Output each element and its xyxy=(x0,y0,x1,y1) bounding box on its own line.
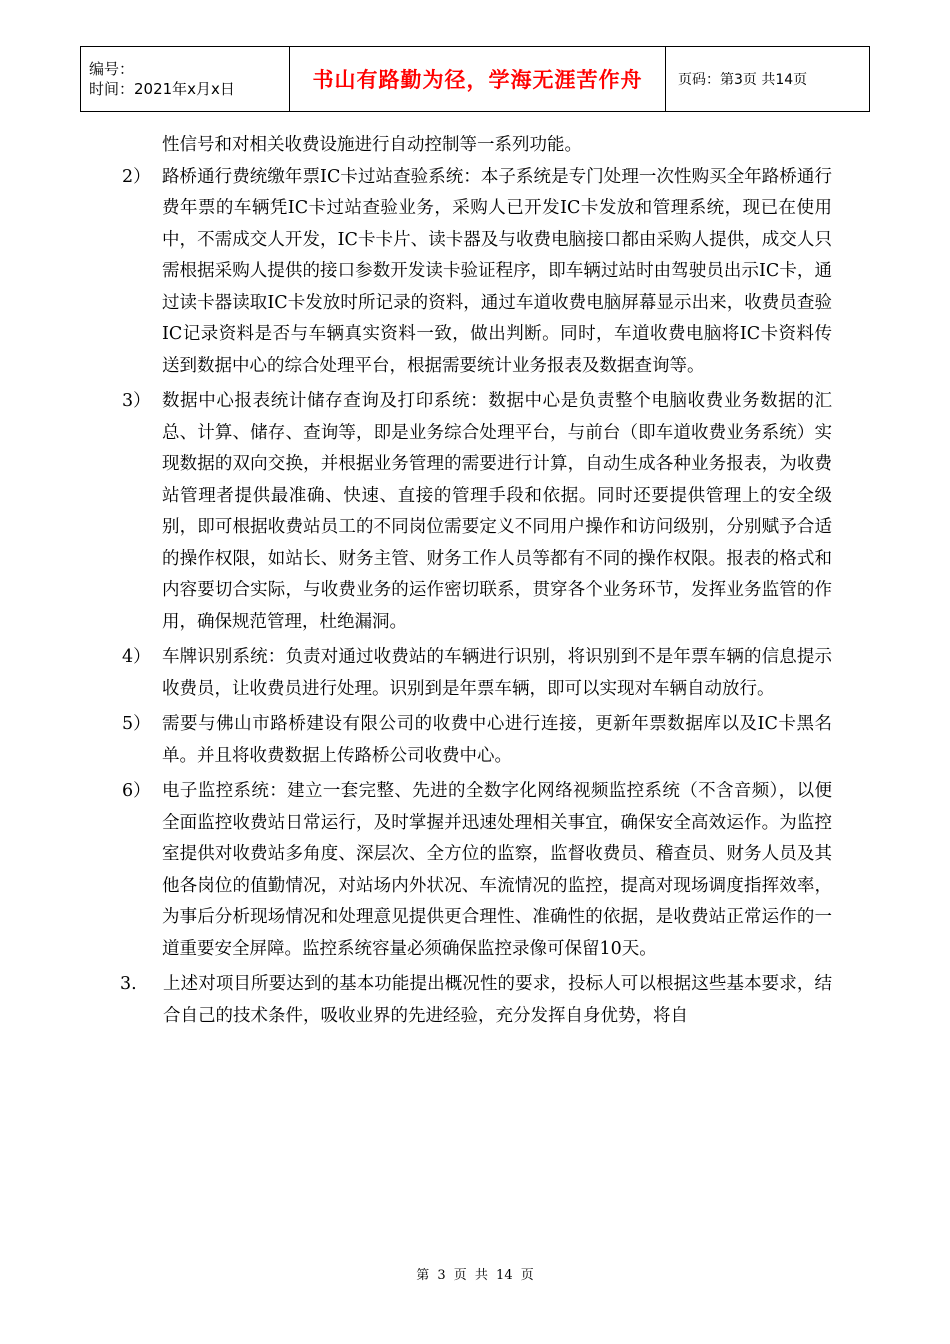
page-footer: 第 3 页 共 14 页 xyxy=(416,1268,534,1283)
item-number: 2） xyxy=(122,166,151,187)
section-number: 3. xyxy=(120,974,137,994)
item-text: 车牌识别系统：负责对通过收费站的车辆进行识别，将识别到不是年票车辆的信息提示收费员，让收费员进行处理。识别到是年票车辆，即可以实现对车辆自动放行。 xyxy=(162,647,832,699)
item-text: 需要与佛山市路桥建设有限公司的收费中心进行连接，更新年票数据库以及IC卡黑名单。并且将收费数据上传路桥公司收费中心。 xyxy=(162,714,832,766)
item-number: 5） xyxy=(122,714,151,734)
list-item xyxy=(122,776,832,965)
list-item xyxy=(122,642,832,705)
serial-number-label: 编号： xyxy=(89,60,135,78)
item-number: 3） xyxy=(122,391,151,411)
document-header xyxy=(80,46,870,112)
list-item xyxy=(122,162,832,383)
item-text: 数据中心报表统计储存查询及打印系统：数据中心是负责整个电脑收费业务数据的汇总、计算、储存、查询等，即是业务综合处理平台，与前台（即车道收费业务系统）实现数据的双向交换，并根据业务管理的需要进行计算，自动生成各种业务报表，为收费站管理者提供最准确、快速、直接的管理手段和依据。同时还要提供管理上的安全级别，即可根据收费站员工的不同岗位需要定义不同用户操作和访问级别，分别赋予合适的操作权限，如站长、财务主管、财务工作人员等都有不同的操作权限。报表的格式和内容要切合实际，与收费业务的运作密切联系，贯穿各个业务环节，发挥业务监管的作用，确保规范管理，杜绝漏洞。 xyxy=(162,391,832,632)
header-motto: 书山有路勤为径，学海无涯苦作舟 xyxy=(312,68,643,92)
item-number: 6） xyxy=(122,781,151,801)
section-3-paragraph xyxy=(120,969,832,1032)
item-text: 电子监控系统：建立一套完整、先进的全数字化网络视频监控系统（不含音频），以便全面监控收费站日常运行，及时掌握并迅速处理相关事宜，确保安全高效运作。为监控室提供对收费站多角度、深层次、全方位的监察，监督收费员、稽查员、财务人员及其他各岗位的值勤情况，对站场内外状况、车流情况的监控，提高对现场调度指挥效率，为事后分析现场情况和处理意见提供更合理性、准确性的依据，是收费站正常运作的一道重要安全屏障。监控系统容量必须确保监控录像可保留10天。 xyxy=(162,781,832,959)
list-item xyxy=(122,386,832,638)
item-text: 路桥通行费统缴年票IC卡过站查验系统：本子系统是专门处理一次性购买全年路桥通行费年票的车辆凭IC卡过站查验业务，采购人已开发IC卡发放和管理系统，现已在使用中，不需成交人开发，IC卡卡片、读卡器及与收费电脑接口都由采购人提供，成交人只需根据采购人提供的接口参数开发读卡验证程序，即车辆过站时由驾驶员出示IC卡，通过读卡器读取IC卡发放时所记录的资料，通过车道收费电脑屏幕显示出来，收费员查验IC记录资料是否与车辆真实资料一致，做出判断。同时，车道收费电脑将IC卡资料传送到数据中心的综合处理平台，根据需要统计业务报表及数据查询等。 xyxy=(162,166,832,376)
item-number: 4） xyxy=(122,647,151,667)
header-meta-cell xyxy=(81,47,290,112)
document-body xyxy=(122,130,832,1032)
header-page-cell xyxy=(666,47,870,112)
header-page-info: 页码：第3页 共14页 xyxy=(678,72,808,88)
date-label: 时间：2021年x月x日 xyxy=(89,80,235,98)
list-item xyxy=(122,709,832,772)
header-motto-cell xyxy=(290,47,666,112)
continuation-paragraph: 性信号和对相关收费设施进行自动控制等一系列功能。 xyxy=(162,135,582,155)
section-text: 上述对项目所要达到的基本功能提出概况性的要求，投标人可以根据这些基本要求，结合自己的技术条件，吸收业界的先进经验，充分发挥自身优势，将自 xyxy=(163,974,832,1026)
